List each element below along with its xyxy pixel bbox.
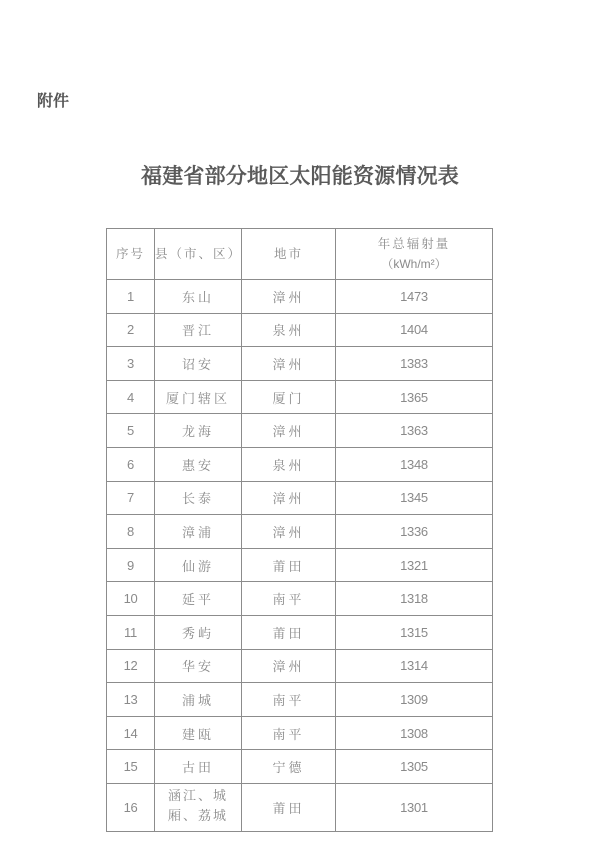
attachment-label: 附件	[37, 91, 70, 110]
cell-city: 漳州	[242, 280, 336, 314]
cell-radiation: 1473	[336, 280, 493, 314]
cell-radiation: 1309	[336, 683, 493, 717]
table-row	[107, 380, 493, 414]
table-row	[107, 582, 493, 616]
cell-radiation: 1301	[336, 783, 493, 831]
cell-radiation: 1318	[336, 582, 493, 616]
cell-radiation: 1308	[336, 716, 493, 750]
header-city: 地市	[242, 229, 336, 280]
cell-radiation: 1345	[336, 481, 493, 515]
cell-city: 南平	[242, 683, 336, 717]
cell-radiation: 1383	[336, 347, 493, 381]
header-index: 序号	[107, 229, 155, 280]
cell-index: 7	[107, 481, 155, 515]
table-row	[107, 750, 493, 784]
cell-city: 厦门	[242, 380, 336, 414]
table-row	[107, 447, 493, 481]
table-body	[107, 280, 493, 832]
table-row	[107, 649, 493, 683]
cell-index: 9	[107, 548, 155, 582]
table-row	[107, 280, 493, 314]
table-header	[107, 229, 493, 280]
cell-city: 莆田	[242, 783, 336, 831]
table-row	[107, 783, 493, 831]
cell-radiation: 1365	[336, 380, 493, 414]
cell-index: 4	[107, 380, 155, 414]
table-header-row	[107, 229, 493, 280]
header-radiation-unit: （kWh/m²）	[381, 257, 447, 271]
cell-county: 浦城	[155, 683, 242, 717]
cell-county: 古田	[155, 750, 242, 784]
cell-county: 晋江	[155, 313, 242, 347]
cell-county: 诏安	[155, 347, 242, 381]
cell-city: 漳州	[242, 347, 336, 381]
cell-city: 泉州	[242, 447, 336, 481]
header-county: 县（市、区）	[155, 229, 242, 280]
table-row	[107, 615, 493, 649]
cell-county: 东山	[155, 280, 242, 314]
header-radiation	[336, 229, 493, 280]
cell-county: 厦门辖区	[155, 380, 242, 414]
cell-radiation: 1321	[336, 548, 493, 582]
cell-index: 2	[107, 313, 155, 347]
cell-radiation: 1314	[336, 649, 493, 683]
cell-index: 1	[107, 280, 155, 314]
cell-county: 建瓯	[155, 716, 242, 750]
header-radiation-label: 年总辐射量	[377, 236, 451, 251]
solar-resource-table	[106, 228, 493, 832]
table-row	[107, 481, 493, 515]
table-row	[107, 548, 493, 582]
table-row	[107, 515, 493, 549]
cell-city: 南平	[242, 716, 336, 750]
cell-index: 8	[107, 515, 155, 549]
cell-county: 惠安	[155, 447, 242, 481]
table-row	[107, 347, 493, 381]
cell-city: 漳州	[242, 414, 336, 448]
cell-city: 南平	[242, 582, 336, 616]
cell-radiation: 1305	[336, 750, 493, 784]
cell-radiation: 1363	[336, 414, 493, 448]
cell-city: 泉州	[242, 313, 336, 347]
cell-city: 莆田	[242, 548, 336, 582]
cell-radiation: 1315	[336, 615, 493, 649]
cell-radiation: 1404	[336, 313, 493, 347]
table-row	[107, 683, 493, 717]
cell-county: 龙海	[155, 414, 242, 448]
cell-index: 13	[107, 683, 155, 717]
cell-index: 6	[107, 447, 155, 481]
cell-city: 漳州	[242, 649, 336, 683]
cell-radiation: 1348	[336, 447, 493, 481]
cell-index: 11	[107, 615, 155, 649]
cell-city: 漳州	[242, 515, 336, 549]
cell-city: 莆田	[242, 615, 336, 649]
cell-county: 秀屿	[155, 615, 242, 649]
cell-index: 12	[107, 649, 155, 683]
cell-index: 10	[107, 582, 155, 616]
cell-index: 5	[107, 414, 155, 448]
table-row	[107, 313, 493, 347]
cell-radiation: 1336	[336, 515, 493, 549]
cell-county: 仙游	[155, 548, 242, 582]
cell-index: 15	[107, 750, 155, 784]
cell-county: 华安	[155, 649, 242, 683]
cell-county: 涵江、城厢、荔城	[155, 783, 242, 831]
cell-county: 延平	[155, 582, 242, 616]
cell-county: 漳浦	[155, 515, 242, 549]
cell-index: 3	[107, 347, 155, 381]
table-row	[107, 414, 493, 448]
cell-county: 长泰	[155, 481, 242, 515]
table-row	[107, 716, 493, 750]
cell-index: 16	[107, 783, 155, 831]
cell-index: 14	[107, 716, 155, 750]
cell-city: 宁德	[242, 750, 336, 784]
cell-city: 漳州	[242, 481, 336, 515]
page-title: 福建省部分地区太阳能资源情况表	[141, 164, 459, 188]
